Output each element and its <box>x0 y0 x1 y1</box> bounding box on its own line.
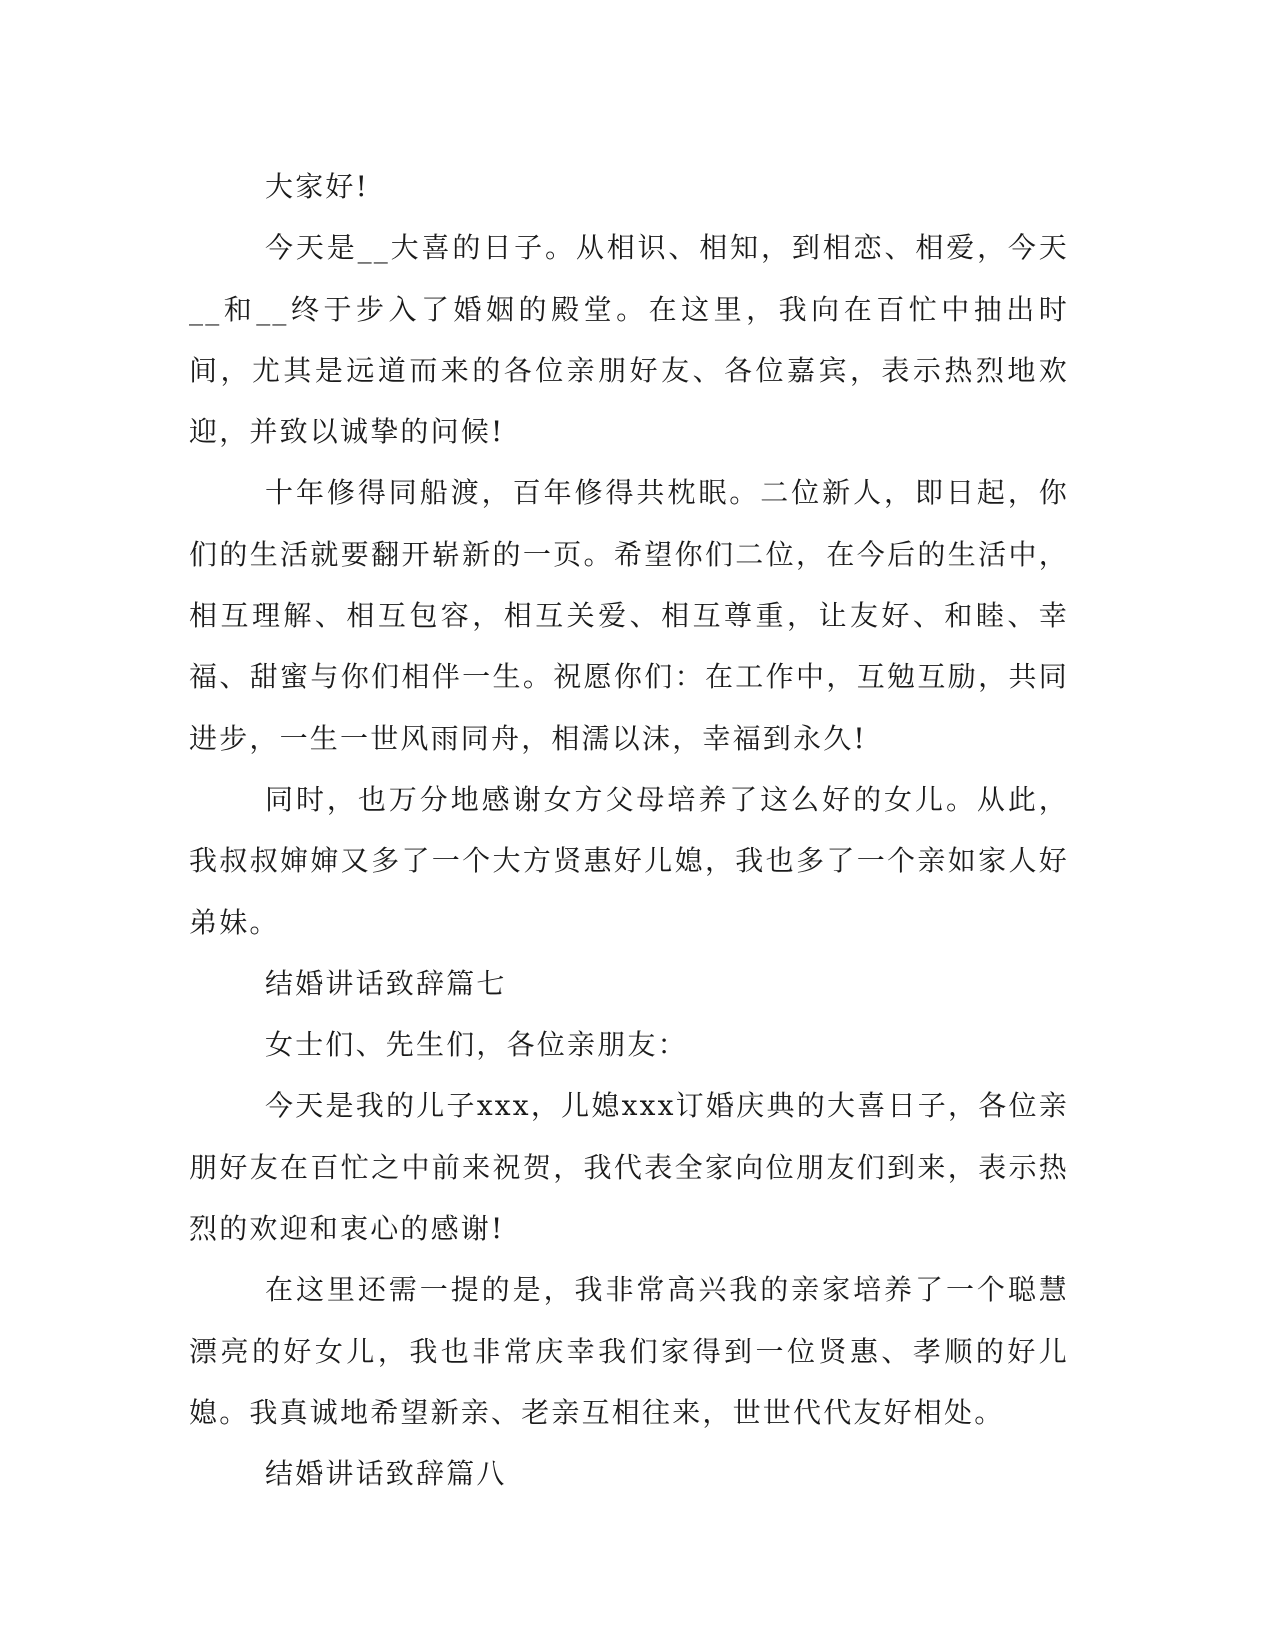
body-paragraph: 同时，也万分地感谢女方父母培养了这么好的女儿。从此，我叔叔婶婶又多了一个大方贤惠好儿媳，我也多了一个亲如家人好弟妹。 <box>189 782 1069 939</box>
greeting-paragraph: 大家好! <box>265 170 370 203</box>
salutation-paragraph: 女士们、先生们，各位亲朋友： <box>265 1028 688 1062</box>
section-heading: 结婚讲话致辞篇七 <box>265 966 507 1000</box>
body-paragraph: 今天是我的儿子xxx，儿媳xxx订婚庆典的大喜日子，各位亲朋好友在百忙之中前来祝贺，我代表全家向位朋友们到来，表示热烈的欢迎和衷心的感谢! <box>189 1089 1069 1246</box>
document-body <box>189 156 1069 1505</box>
body-paragraph: 今天是__大喜的日子。从相识、相知，到相恋、相爱，今天__和__终于步入了婚姻的殿堂。在这里，我向在百忙中抽出时间，尤其是远道而来的各位亲朋好友、各位嘉宾，表示热烈地欢迎，并致以诚挚的问候! <box>189 231 1069 449</box>
body-paragraph: 十年修得同船渡，百年修得共枕眠。二位新人，即日起，你们的生活就要翻开崭新的一页。希望你们二位，在今后的生活中，相互理解、相互包容，相互关爱、相互尊重，让友好、和睦、幸福、甜蜜与你们相伴一生。祝愿你们：在工作中，互勉互励，共同进步，一生一世风雨同舟，相濡以沫，幸福到永久! <box>189 476 1069 755</box>
body-paragraph: 在这里还需一提的是，我非常高兴我的亲家培养了一个聪慧漂亮的好女儿，我也非常庆幸我们家得到一位贤惠、孝顺的好儿媳。我真诚地希望新亲、老亲互相往来，世世代代友好相处。 <box>189 1273 1069 1429</box>
section-heading: 结婚讲话致辞篇八 <box>265 1457 507 1491</box>
